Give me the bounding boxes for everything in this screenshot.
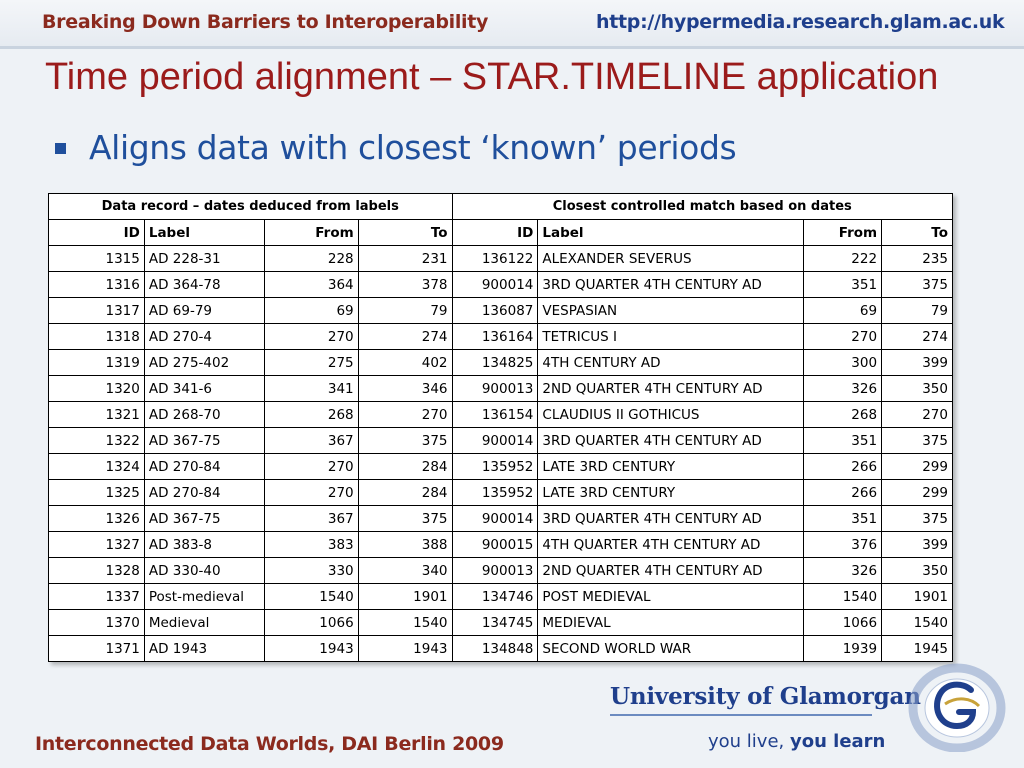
cell-record-id: 1324 xyxy=(49,454,145,480)
cell-record-to: 340 xyxy=(358,558,452,584)
cell-match-to: 299 xyxy=(882,480,953,506)
cell-record-label: AD 330-40 xyxy=(144,558,264,584)
cell-record-from: 270 xyxy=(264,480,358,506)
cell-record-label: AD 69-79 xyxy=(144,298,264,324)
cell-match-from: 1540 xyxy=(804,584,882,610)
cell-record-label: AD 1943 xyxy=(144,636,264,662)
cell-match-label: 3RD QUARTER 4TH CENTURY AD xyxy=(538,506,804,532)
table-row xyxy=(49,454,953,480)
cell-record-to: 284 xyxy=(358,480,452,506)
presentation-title-header: Breaking Down Barriers to Interoperability xyxy=(42,11,489,33)
cell-match-label: MEDIEVAL xyxy=(538,610,804,636)
cell-match-id: 900014 xyxy=(452,506,538,532)
cell-record-to: 270 xyxy=(358,402,452,428)
table-row xyxy=(49,350,953,376)
cell-match-id: 900013 xyxy=(452,376,538,402)
cell-record-to: 284 xyxy=(358,454,452,480)
cell-record-label: AD 270-4 xyxy=(144,324,264,350)
cell-match-to: 299 xyxy=(882,454,953,480)
cell-match-id: 900014 xyxy=(452,428,538,454)
column-header-record-from: From xyxy=(264,220,358,246)
cell-match-to: 1901 xyxy=(882,584,953,610)
cell-match-id: 136164 xyxy=(452,324,538,350)
footer-conference-label: Interconnected Data Worlds, DAI Berlin 2009 xyxy=(35,733,504,755)
cell-record-from: 1540 xyxy=(264,584,358,610)
cell-match-label: 4TH QUARTER 4TH CENTURY AD xyxy=(538,532,804,558)
cell-match-label: 4TH CENTURY AD xyxy=(538,350,804,376)
cell-match-from: 1939 xyxy=(804,636,882,662)
cell-record-from: 364 xyxy=(264,272,358,298)
cell-record-to: 1901 xyxy=(358,584,452,610)
table-row xyxy=(49,272,953,298)
cell-match-label: POST MEDIEVAL xyxy=(538,584,804,610)
cell-match-id: 136087 xyxy=(452,298,538,324)
table-row xyxy=(49,506,953,532)
cell-match-label: SECOND WORLD WAR xyxy=(538,636,804,662)
cell-record-id: 1337 xyxy=(49,584,145,610)
cell-record-to: 231 xyxy=(358,246,452,272)
cell-match-id: 135952 xyxy=(452,454,538,480)
table-row xyxy=(49,532,953,558)
column-header-match-to: To xyxy=(882,220,953,246)
cell-match-label: VESPASIAN xyxy=(538,298,804,324)
table-row xyxy=(49,376,953,402)
cell-match-label: 3RD QUARTER 4TH CENTURY AD xyxy=(538,428,804,454)
cell-record-from: 383 xyxy=(264,532,358,558)
cell-record-id: 1327 xyxy=(49,532,145,558)
university-logo-icon xyxy=(905,660,1009,752)
cell-match-label: ALEXANDER SEVERUS xyxy=(538,246,804,272)
table-row xyxy=(49,636,953,662)
group-header-controlled-match: Closest controlled match based on dates xyxy=(452,194,952,220)
table-row xyxy=(49,584,953,610)
cell-record-to: 388 xyxy=(358,532,452,558)
cell-match-to: 350 xyxy=(882,376,953,402)
cell-record-from: 270 xyxy=(264,324,358,350)
cell-record-id: 1320 xyxy=(49,376,145,402)
cell-record-to: 346 xyxy=(358,376,452,402)
cell-record-label: AD 268-70 xyxy=(144,402,264,428)
cell-record-from: 69 xyxy=(264,298,358,324)
cell-record-id: 1319 xyxy=(49,350,145,376)
bullet-square-icon xyxy=(55,143,66,154)
column-header-match-id: ID xyxy=(452,220,538,246)
cell-match-to: 270 xyxy=(882,402,953,428)
cell-match-to: 375 xyxy=(882,428,953,454)
cell-record-to: 79 xyxy=(358,298,452,324)
cell-record-from: 1066 xyxy=(264,610,358,636)
cell-match-id: 900015 xyxy=(452,532,538,558)
cell-record-to: 274 xyxy=(358,324,452,350)
cell-record-from: 268 xyxy=(264,402,358,428)
column-header-record-to: To xyxy=(358,220,452,246)
table-row xyxy=(49,324,953,350)
cell-match-label: 2ND QUARTER 4TH CENTURY AD xyxy=(538,376,804,402)
cell-match-to: 1540 xyxy=(882,610,953,636)
cell-match-label: 3RD QUARTER 4TH CENTURY AD xyxy=(538,272,804,298)
cell-match-label: 2ND QUARTER 4TH CENTURY AD xyxy=(538,558,804,584)
cell-match-id: 900013 xyxy=(452,558,538,584)
cell-match-from: 351 xyxy=(804,428,882,454)
university-underline xyxy=(610,714,872,716)
cell-record-to: 378 xyxy=(358,272,452,298)
cell-match-id: 134825 xyxy=(452,350,538,376)
table-row xyxy=(49,298,953,324)
cell-match-from: 69 xyxy=(804,298,882,324)
cell-match-label: LATE 3RD CENTURY xyxy=(538,480,804,506)
tagline-part-a: you live, xyxy=(708,731,790,752)
cell-match-to: 399 xyxy=(882,532,953,558)
cell-match-to: 375 xyxy=(882,272,953,298)
cell-record-label: AD 383-8 xyxy=(144,532,264,558)
table-row xyxy=(49,246,953,272)
cell-record-label: AD 270-84 xyxy=(144,454,264,480)
cell-match-from: 268 xyxy=(804,402,882,428)
university-tagline xyxy=(708,731,885,752)
cell-match-to: 375 xyxy=(882,506,953,532)
cell-match-id: 135952 xyxy=(452,480,538,506)
cell-record-to: 375 xyxy=(358,506,452,532)
cell-record-id: 1325 xyxy=(49,480,145,506)
cell-record-id: 1370 xyxy=(49,610,145,636)
cell-record-id: 1371 xyxy=(49,636,145,662)
cell-match-from: 266 xyxy=(804,454,882,480)
tagline-part-b: you learn xyxy=(789,731,886,752)
column-header-match-from: From xyxy=(804,220,882,246)
header-url: http://hypermedia.research.glam.ac.uk xyxy=(596,11,1005,33)
cell-match-to: 79 xyxy=(882,298,953,324)
alignment-table xyxy=(48,193,953,662)
cell-record-from: 367 xyxy=(264,428,358,454)
cell-match-label: LATE 3RD CENTURY xyxy=(538,454,804,480)
cell-match-to: 399 xyxy=(882,350,953,376)
column-header-record-label: Label xyxy=(144,220,264,246)
university-name: University of Glamorgan xyxy=(610,683,921,710)
cell-record-id: 1316 xyxy=(49,272,145,298)
group-header-data-record: Data record – dates deduced from labels xyxy=(49,194,453,220)
cell-record-from: 330 xyxy=(264,558,358,584)
cell-record-from: 275 xyxy=(264,350,358,376)
table-group-header-row xyxy=(49,194,953,220)
table-row xyxy=(49,480,953,506)
cell-record-label: AD 228-31 xyxy=(144,246,264,272)
cell-record-id: 1315 xyxy=(49,246,145,272)
cell-record-from: 270 xyxy=(264,454,358,480)
column-header-match-label: Label xyxy=(538,220,804,246)
cell-match-from: 1066 xyxy=(804,610,882,636)
cell-record-id: 1321 xyxy=(49,402,145,428)
table-column-header-row xyxy=(49,220,953,246)
cell-match-id: 134745 xyxy=(452,610,538,636)
cell-match-from: 270 xyxy=(804,324,882,350)
cell-match-id: 134746 xyxy=(452,584,538,610)
cell-match-to: 1945 xyxy=(882,636,953,662)
cell-record-id: 1326 xyxy=(49,506,145,532)
cell-record-from: 228 xyxy=(264,246,358,272)
cell-record-from: 1943 xyxy=(264,636,358,662)
cell-match-from: 222 xyxy=(804,246,882,272)
cell-match-id: 136122 xyxy=(452,246,538,272)
table-row xyxy=(49,558,953,584)
cell-match-from: 351 xyxy=(804,506,882,532)
cell-match-to: 274 xyxy=(882,324,953,350)
bullet-point: Aligns data with closest ‘known’ periods xyxy=(89,128,737,167)
cell-match-id: 134848 xyxy=(452,636,538,662)
cell-record-label: AD 275-402 xyxy=(144,350,264,376)
cell-record-id: 1318 xyxy=(49,324,145,350)
cell-record-label: AD 341-6 xyxy=(144,376,264,402)
cell-match-to: 350 xyxy=(882,558,953,584)
cell-match-id: 900014 xyxy=(452,272,538,298)
table-row xyxy=(49,402,953,428)
cell-match-from: 326 xyxy=(804,558,882,584)
cell-record-to: 402 xyxy=(358,350,452,376)
cell-record-to: 1540 xyxy=(358,610,452,636)
cell-record-from: 341 xyxy=(264,376,358,402)
cell-record-label: AD 367-75 xyxy=(144,428,264,454)
cell-match-to: 235 xyxy=(882,246,953,272)
cell-record-id: 1317 xyxy=(49,298,145,324)
cell-record-id: 1328 xyxy=(49,558,145,584)
slide-title: Time period alignment – STAR.TIMELINE application xyxy=(45,56,939,98)
table-body xyxy=(49,246,953,662)
cell-match-from: 326 xyxy=(804,376,882,402)
cell-record-to: 1943 xyxy=(358,636,452,662)
table-row xyxy=(49,610,953,636)
cell-record-label: AD 367-75 xyxy=(144,506,264,532)
cell-match-label: CLAUDIUS II GOTHICUS xyxy=(538,402,804,428)
column-header-record-id: ID xyxy=(49,220,145,246)
cell-match-id: 136154 xyxy=(452,402,538,428)
cell-record-label: AD 364-78 xyxy=(144,272,264,298)
cell-record-to: 375 xyxy=(358,428,452,454)
cell-match-from: 376 xyxy=(804,532,882,558)
cell-record-label: Medieval xyxy=(144,610,264,636)
table-row xyxy=(49,428,953,454)
cell-record-label: AD 270-84 xyxy=(144,480,264,506)
cell-match-from: 266 xyxy=(804,480,882,506)
cell-match-from: 351 xyxy=(804,272,882,298)
cell-record-id: 1322 xyxy=(49,428,145,454)
header-divider xyxy=(0,46,1024,49)
cell-match-label: TETRICUS I xyxy=(538,324,804,350)
cell-match-from: 300 xyxy=(804,350,882,376)
cell-record-from: 367 xyxy=(264,506,358,532)
cell-record-label: Post-medieval xyxy=(144,584,264,610)
